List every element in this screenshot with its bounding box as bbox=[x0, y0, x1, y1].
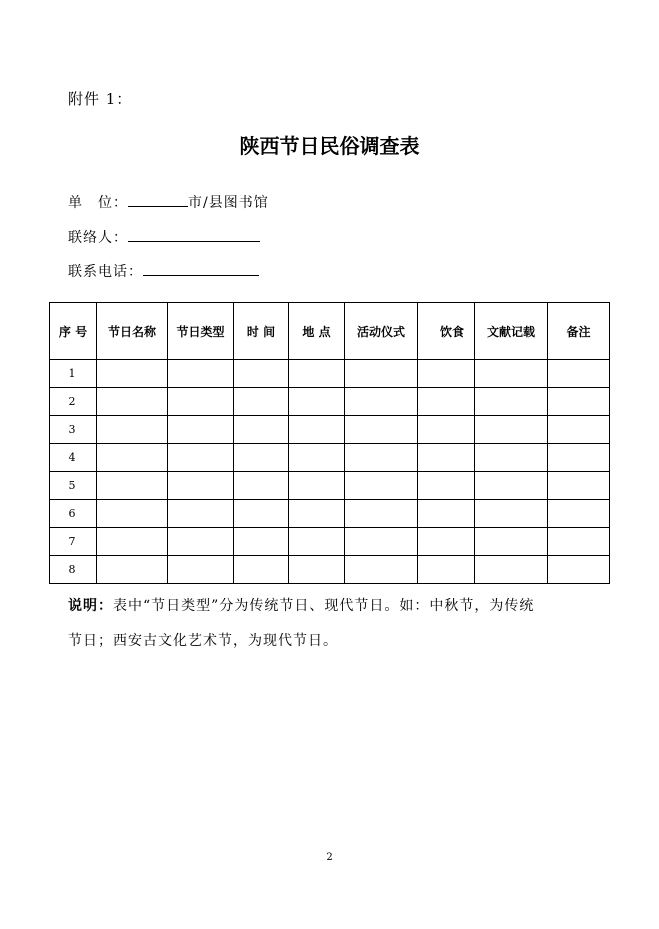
unit-blank bbox=[128, 191, 188, 207]
table-cell[interactable] bbox=[475, 472, 548, 500]
table-cell[interactable] bbox=[168, 500, 234, 528]
table-cell[interactable] bbox=[345, 528, 418, 556]
table-cell[interactable] bbox=[418, 500, 475, 528]
table-row bbox=[50, 472, 610, 500]
phone-blank bbox=[143, 260, 259, 276]
table-cell[interactable] bbox=[97, 444, 168, 472]
header-remarks: 备注 bbox=[548, 303, 610, 360]
table-cell[interactable] bbox=[168, 472, 234, 500]
table-row bbox=[50, 360, 610, 388]
table-cell[interactable] bbox=[345, 500, 418, 528]
table-cell[interactable] bbox=[345, 444, 418, 472]
page-title: 陕西节日民俗调查表 bbox=[239, 134, 420, 158]
table-cell[interactable] bbox=[418, 416, 475, 444]
phone-field bbox=[68, 260, 259, 281]
table-cell[interactable] bbox=[234, 528, 289, 556]
table-cell[interactable] bbox=[234, 556, 289, 584]
unit-suffix: 市/县图书馆 bbox=[188, 195, 269, 211]
table-cell[interactable] bbox=[168, 556, 234, 584]
table-cell[interactable] bbox=[289, 444, 345, 472]
table-row bbox=[50, 416, 610, 444]
table-cell[interactable] bbox=[168, 388, 234, 416]
table-cell[interactable] bbox=[418, 444, 475, 472]
table-cell[interactable] bbox=[475, 416, 548, 444]
header-activities: 活动仪式 bbox=[345, 303, 418, 360]
table-cell[interactable] bbox=[548, 556, 610, 584]
table-cell[interactable] bbox=[345, 360, 418, 388]
table-cell[interactable] bbox=[97, 556, 168, 584]
table-cell[interactable] bbox=[234, 444, 289, 472]
header-festival-name: 节日名称 bbox=[97, 303, 168, 360]
table-cell[interactable] bbox=[418, 528, 475, 556]
row-index: 3 bbox=[50, 416, 97, 444]
table-cell[interactable] bbox=[548, 416, 610, 444]
table-row bbox=[50, 528, 610, 556]
table-cell[interactable] bbox=[168, 444, 234, 472]
table-cell[interactable] bbox=[475, 388, 548, 416]
table-cell[interactable] bbox=[418, 472, 475, 500]
attachment-label: 附件 1： bbox=[68, 90, 133, 108]
header-records: 文献记载 bbox=[475, 303, 548, 360]
table-cell[interactable] bbox=[345, 388, 418, 416]
table-cell[interactable] bbox=[234, 500, 289, 528]
contact-blank bbox=[128, 226, 260, 242]
note-text-1: 表中“节日类型”分为传统节日、现代节日。如：中秋节，为传统 bbox=[113, 598, 535, 614]
table-cell[interactable] bbox=[97, 472, 168, 500]
table-cell[interactable] bbox=[289, 360, 345, 388]
table-cell[interactable] bbox=[475, 556, 548, 584]
table-cell[interactable] bbox=[548, 528, 610, 556]
row-index: 8 bbox=[50, 556, 97, 584]
table-cell[interactable] bbox=[289, 500, 345, 528]
table-cell[interactable] bbox=[97, 500, 168, 528]
note-label: 说明： bbox=[68, 598, 113, 614]
row-index: 1 bbox=[50, 360, 97, 388]
table-cell[interactable] bbox=[475, 360, 548, 388]
table-cell[interactable] bbox=[548, 500, 610, 528]
header-festival-type: 节日类型 bbox=[168, 303, 234, 360]
row-index: 4 bbox=[50, 444, 97, 472]
header-index: 序 号 bbox=[50, 303, 97, 360]
table-cell[interactable] bbox=[289, 472, 345, 500]
table-cell[interactable] bbox=[168, 360, 234, 388]
row-index: 7 bbox=[50, 528, 97, 556]
header-location: 地 点 bbox=[289, 303, 345, 360]
row-index: 5 bbox=[50, 472, 97, 500]
table-cell[interactable] bbox=[289, 416, 345, 444]
page-number: 2 bbox=[326, 852, 333, 863]
table-cell[interactable] bbox=[97, 528, 168, 556]
note-line-1 bbox=[68, 595, 534, 615]
table-header-row bbox=[50, 303, 610, 360]
note-text-2: 节日；西安古文化艺术节，为现代节日。 bbox=[68, 633, 338, 649]
table-cell[interactable] bbox=[234, 388, 289, 416]
table-cell[interactable] bbox=[168, 416, 234, 444]
row-index: 6 bbox=[50, 500, 97, 528]
contact-label: 联络人： bbox=[68, 230, 128, 246]
table-cell[interactable] bbox=[418, 388, 475, 416]
table-cell[interactable] bbox=[345, 556, 418, 584]
table-cell[interactable] bbox=[548, 444, 610, 472]
table-row bbox=[50, 556, 610, 584]
table-cell[interactable] bbox=[475, 444, 548, 472]
table-cell[interactable] bbox=[418, 360, 475, 388]
table-cell[interactable] bbox=[345, 416, 418, 444]
survey-table bbox=[49, 302, 610, 584]
table-cell[interactable] bbox=[234, 472, 289, 500]
table-row bbox=[50, 388, 610, 416]
table-cell[interactable] bbox=[168, 528, 234, 556]
table-cell[interactable] bbox=[475, 528, 548, 556]
table-cell[interactable] bbox=[289, 528, 345, 556]
table-cell[interactable] bbox=[289, 556, 345, 584]
table-cell[interactable] bbox=[289, 388, 345, 416]
unit-field bbox=[68, 191, 269, 212]
table-cell[interactable] bbox=[475, 500, 548, 528]
table-row bbox=[50, 500, 610, 528]
table-cell[interactable] bbox=[548, 472, 610, 500]
table-row bbox=[50, 444, 610, 472]
contact-field bbox=[68, 226, 260, 247]
table-cell[interactable] bbox=[97, 360, 168, 388]
table-cell[interactable] bbox=[548, 360, 610, 388]
note-line-2 bbox=[68, 630, 338, 650]
unit-label: 单 位： bbox=[68, 195, 128, 211]
row-index: 2 bbox=[50, 388, 97, 416]
header-time: 时 间 bbox=[234, 303, 289, 360]
table-cell[interactable] bbox=[548, 388, 610, 416]
table-cell[interactable] bbox=[97, 388, 168, 416]
table-cell[interactable] bbox=[345, 472, 418, 500]
header-food: 饮食 bbox=[418, 303, 475, 360]
phone-label: 联系电话： bbox=[68, 264, 143, 280]
table-cell[interactable] bbox=[97, 416, 168, 444]
table-cell[interactable] bbox=[234, 360, 289, 388]
table-cell[interactable] bbox=[234, 416, 289, 444]
table-cell[interactable] bbox=[418, 556, 475, 584]
